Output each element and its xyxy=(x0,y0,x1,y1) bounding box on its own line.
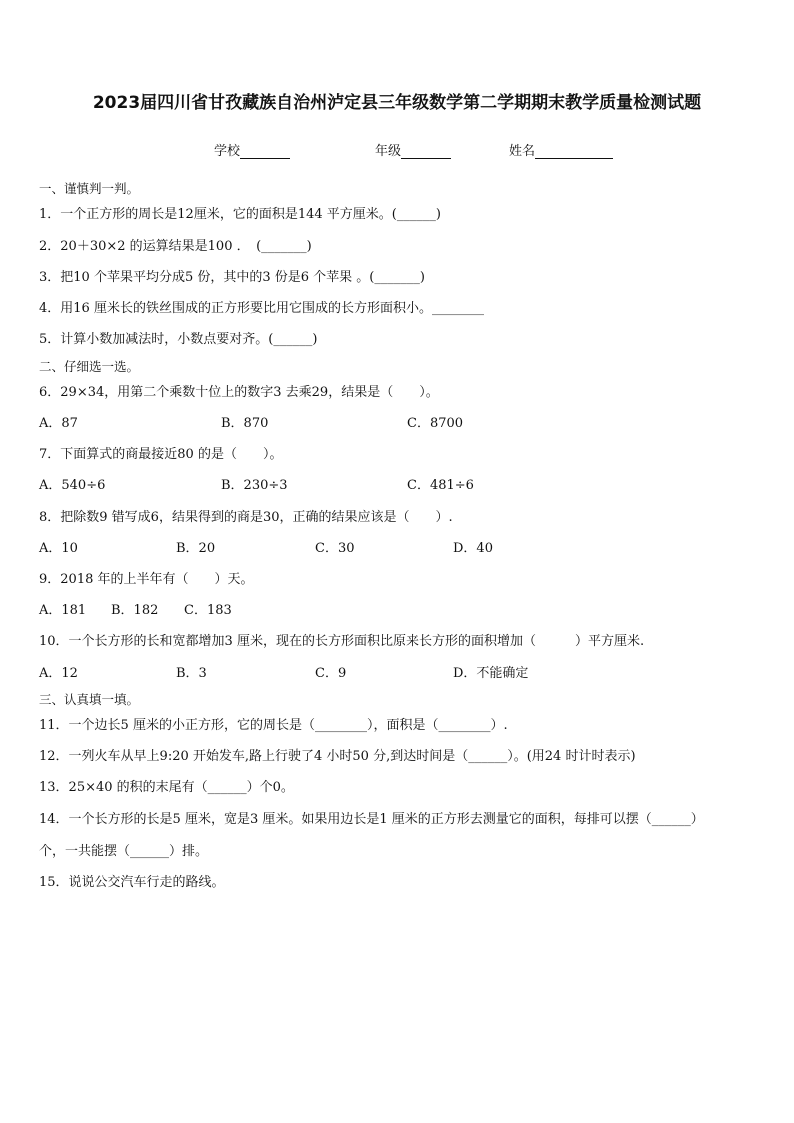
q9-option-b[interactable]: B．182 xyxy=(111,603,159,618)
question-11: 11．一个边长5 厘米的小正方形，它的周长是（________），面积是（________）. xyxy=(39,718,508,733)
question-5: 5．计算小数加减法时，小数点要对齐。(______) xyxy=(39,332,318,347)
q8-option-d[interactable]: D．40 xyxy=(453,541,493,556)
section-1-heading: 一、谨慎判一判。 xyxy=(39,181,140,196)
name-blank[interactable] xyxy=(535,144,613,159)
question-2: 2．20＋30×2 的运算结果是100 ． (_______) xyxy=(39,239,312,254)
question-10: 10．一个长方形的长和宽都增加3 厘米，现在的长方形面积比原来长方形的面积增加（ ）平方厘米. xyxy=(39,634,645,649)
section-2-heading: 二、仔细选一选。 xyxy=(39,359,140,374)
q8-option-b[interactable]: B．20 xyxy=(176,541,216,556)
q8-option-a[interactable]: A．10 xyxy=(39,541,78,556)
question-6: 6．29×34，用第二个乘数十位上的数字3 去乘29，结果是（ ）。 xyxy=(39,385,439,400)
q10-option-a[interactable]: A．12 xyxy=(39,666,78,681)
question-7: 7．下面算式的商最接近80 的是（ ）。 xyxy=(39,447,283,462)
question-12: 12．一列火车从早上9:20 开始发车,路上行驶了4 小时50 分,到达时间是（______）。(用24 时计时表示) xyxy=(39,749,636,764)
school-label: 学校 xyxy=(214,144,241,159)
grade-field xyxy=(375,140,451,159)
q8-option-c[interactable]: C．30 xyxy=(315,541,355,556)
name-label: 姓名 xyxy=(509,144,536,159)
name-field xyxy=(509,140,613,159)
q10-option-d[interactable]: D．不能确定 xyxy=(453,666,529,681)
school-blank[interactable] xyxy=(240,144,290,159)
section-3-heading: 三、认真填一填。 xyxy=(39,692,140,707)
question-3: 3．把10 个苹果平均分成5 份，其中的3 份是6 个苹果 。(_______) xyxy=(39,270,425,285)
q10-option-b[interactable]: B．3 xyxy=(176,666,207,681)
grade-label: 年级 xyxy=(375,144,402,159)
q9-option-a[interactable]: A．181 xyxy=(39,603,87,618)
q7-option-a[interactable]: A．540÷6 xyxy=(39,478,106,493)
question-4: 4．用16 厘米长的铁丝围成的正方形要比用它围成的长方形面积小。________ xyxy=(39,301,484,316)
q7-option-b[interactable]: B．230÷3 xyxy=(221,478,288,493)
question-8: 8．把除数9 错写成6，结果得到的商是30，正确的结果应该是（ ）. xyxy=(39,510,453,525)
question-15: 15．说说公交汽车行走的路线。 xyxy=(39,875,225,890)
school-field xyxy=(214,140,290,159)
page-title: 2023届四川省甘孜藏族自治州泸定县三年级数学第二学期期末教学质量检测试题 xyxy=(92,93,702,113)
grade-blank[interactable] xyxy=(401,144,451,159)
question-14-line-1: 14．一个长方形的长是5 厘米，宽是3 厘米。如果用边长是1 厘米的正方形去测量它的面积，每排可以摆（______） xyxy=(39,812,704,827)
question-13: 13．25×40 的积的末尾有（______）个0。 xyxy=(39,780,294,795)
q6-option-b[interactable]: B．870 xyxy=(221,416,269,431)
question-1: 1．一个正方形的周长是12厘米，它的面积是144 平方厘米。(______) xyxy=(39,207,441,222)
question-9: 9．2018 年的上半年有（ ）天。 xyxy=(39,572,254,587)
q6-option-a[interactable]: A．87 xyxy=(39,416,78,431)
q9-option-c[interactable]: C．183 xyxy=(184,603,232,618)
q6-option-c[interactable]: C．8700 xyxy=(407,416,464,431)
question-14-line-2: 个，一共能摆（______）排。 xyxy=(39,844,209,859)
q7-option-c[interactable]: C．481÷6 xyxy=(407,478,474,493)
q10-option-c[interactable]: C．9 xyxy=(315,666,347,681)
